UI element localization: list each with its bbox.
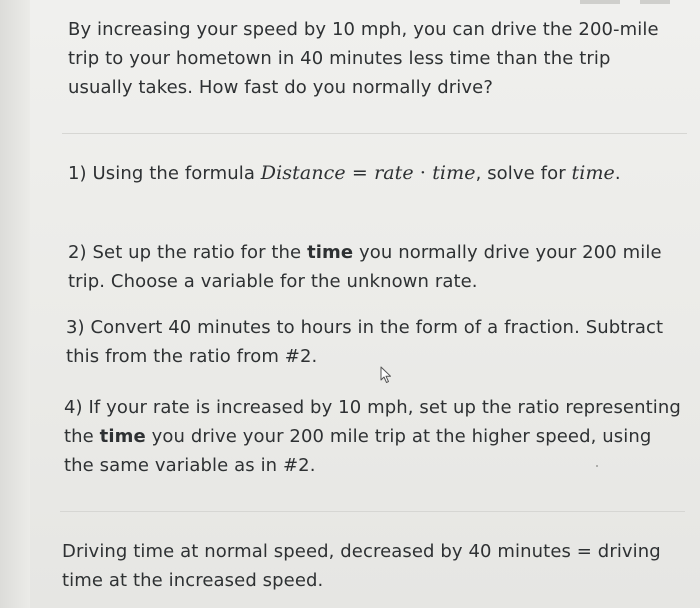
- problem-statement: [68, 15, 678, 102]
- step-1-prefix: 1) Using the formula: [68, 163, 261, 184]
- problem-text: By increasing your speed by 10 mph, you can drive the 200-mile trip to your hometown in 40 minutes less time than the trip usually takes. How fast do you normally drive?: [68, 19, 659, 98]
- step-4-before: 4) If your rate is increased by 10 mph, set up the ratio representing the: [64, 397, 681, 447]
- formula-dot: ·: [413, 162, 433, 184]
- formula-distance: Distance: [260, 162, 346, 184]
- step-1: [68, 159, 688, 188]
- step-1-suffix: .: [614, 163, 621, 184]
- page-edge-shadow: [0, 0, 30, 608]
- speck: [596, 465, 598, 467]
- step-4-bold: time: [99, 426, 146, 447]
- step-4: [64, 393, 684, 480]
- step-2-after: you normally drive your 200 mile trip. Choose a variable for the unknown rate.: [68, 242, 662, 292]
- step-1-mid: , solve for: [475, 163, 572, 184]
- top-edge-mark: [640, 0, 670, 4]
- mouse-pointer-icon: [378, 366, 394, 384]
- step-2-before: 2) Set up the ratio for the: [68, 242, 308, 263]
- top-edge-mark: [580, 0, 620, 4]
- step-2-bold: time: [307, 242, 354, 263]
- conclusion-text: Driving time at normal speed, decreased by 40 minutes = driving time at the increased speed.: [62, 541, 661, 591]
- conclusion-statement: [62, 537, 672, 595]
- step-3-text: 3) Convert 40 minutes to hours in the form of a fraction. Subtract this from the ratio from #2.: [66, 317, 664, 367]
- step-4-after: you drive your 200 mile trip at the higher speed, using the same variable as in #2.: [64, 426, 652, 476]
- step-3: [66, 313, 676, 371]
- section-divider: [60, 511, 685, 512]
- formula-rate: rate: [374, 162, 414, 184]
- step-1-target: time: [571, 162, 615, 184]
- formula-equals: =: [345, 162, 375, 184]
- step-2: [68, 238, 668, 296]
- section-divider: [62, 133, 687, 134]
- formula-time: time: [432, 162, 476, 184]
